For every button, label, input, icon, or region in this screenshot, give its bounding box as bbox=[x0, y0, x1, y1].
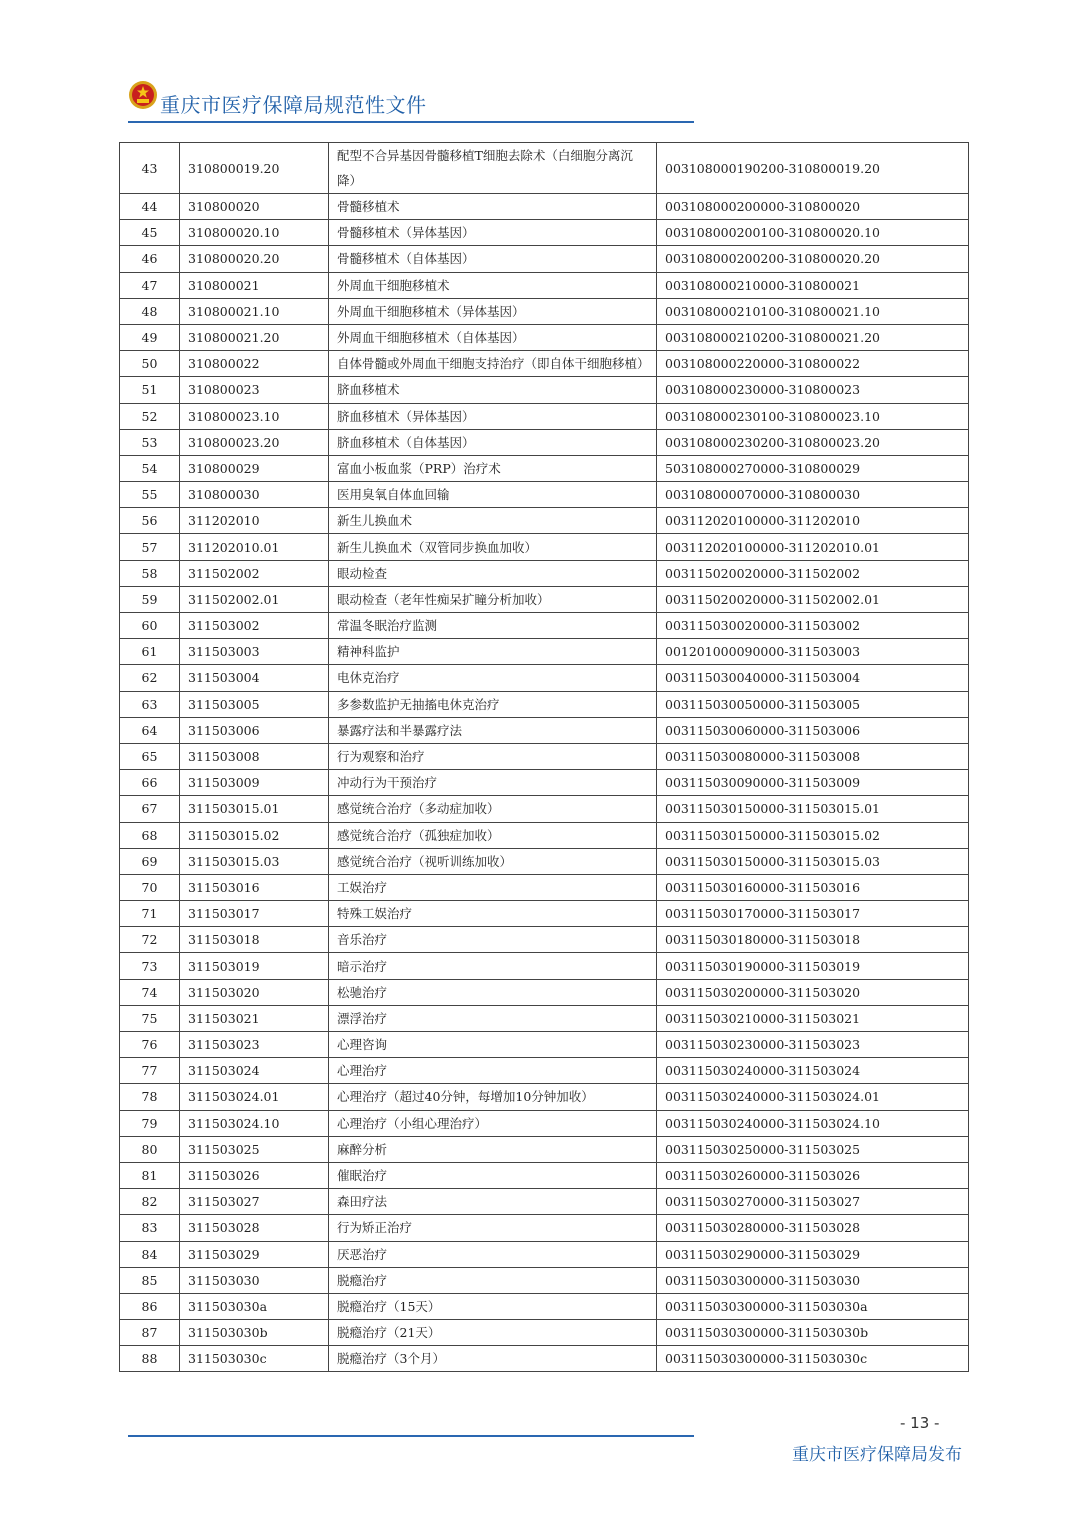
project-name: 感觉统合治疗（多动症加收） bbox=[329, 796, 657, 822]
table-row bbox=[120, 377, 969, 403]
row-number: 77 bbox=[120, 1058, 180, 1084]
project-code: 311503030c bbox=[180, 1346, 329, 1372]
national-code: 003115030200000-311503020 bbox=[657, 979, 969, 1005]
project-name: 脐血移植术（自体基因） bbox=[329, 429, 657, 455]
row-number: 80 bbox=[120, 1136, 180, 1162]
national-code: 003115030040000-311503004 bbox=[657, 665, 969, 691]
project-code: 311503015.02 bbox=[180, 822, 329, 848]
national-code: 003115030240000-311503024 bbox=[657, 1058, 969, 1084]
project-code: 311503019 bbox=[180, 953, 329, 979]
table-row bbox=[120, 220, 969, 246]
row-number: 47 bbox=[120, 272, 180, 298]
table-row bbox=[120, 482, 969, 508]
national-code: 003108000230000-310800023 bbox=[657, 377, 969, 403]
project-code: 311503025 bbox=[180, 1136, 329, 1162]
row-number: 74 bbox=[120, 979, 180, 1005]
table-row bbox=[120, 194, 969, 220]
row-number: 81 bbox=[120, 1162, 180, 1188]
national-code: 003115030170000-311503017 bbox=[657, 901, 969, 927]
table-row bbox=[120, 1320, 969, 1346]
project-code: 311502002 bbox=[180, 560, 329, 586]
project-name: 感觉统合治疗（视听训练加收） bbox=[329, 848, 657, 874]
project-code: 310800023.20 bbox=[180, 429, 329, 455]
national-code: 503108000270000-310800029 bbox=[657, 455, 969, 481]
national-code: 003115020020000-311502002 bbox=[657, 560, 969, 586]
national-code: 003108000200200-310800020.20 bbox=[657, 246, 969, 272]
table-row bbox=[120, 848, 969, 874]
project-code: 311503016 bbox=[180, 874, 329, 900]
row-number: 50 bbox=[120, 351, 180, 377]
table-row bbox=[120, 560, 969, 586]
table-row bbox=[120, 901, 969, 927]
table-row bbox=[120, 246, 969, 272]
project-code: 311503015.03 bbox=[180, 848, 329, 874]
project-code: 311503021 bbox=[180, 1005, 329, 1031]
row-number: 43 bbox=[120, 143, 180, 194]
national-code: 003108000070000-310800030 bbox=[657, 482, 969, 508]
table-body bbox=[120, 143, 969, 1372]
national-code: 003115030260000-311503026 bbox=[657, 1162, 969, 1188]
project-name: 厌恶治疗 bbox=[329, 1241, 657, 1267]
page-number: - 13 - bbox=[900, 1414, 940, 1432]
table-row bbox=[120, 1005, 969, 1031]
table-row bbox=[120, 1136, 969, 1162]
project-code: 310800020 bbox=[180, 194, 329, 220]
project-code: 310800019.20 bbox=[180, 143, 329, 194]
project-code: 311503020 bbox=[180, 979, 329, 1005]
project-code: 311503002 bbox=[180, 613, 329, 639]
row-number: 76 bbox=[120, 1032, 180, 1058]
table-row bbox=[120, 665, 969, 691]
table-row bbox=[120, 639, 969, 665]
project-name: 外周血干细胞移植术（异体基因） bbox=[329, 298, 657, 324]
table-row bbox=[120, 1084, 969, 1110]
national-code: 003108000220000-310800022 bbox=[657, 351, 969, 377]
row-number: 67 bbox=[120, 796, 180, 822]
table-row bbox=[120, 272, 969, 298]
national-code: 003115030150000-311503015.01 bbox=[657, 796, 969, 822]
project-name: 脐血移植术 bbox=[329, 377, 657, 403]
table-row bbox=[120, 743, 969, 769]
project-name: 松驰治疗 bbox=[329, 979, 657, 1005]
project-name: 富血小板血浆（PRP）治疗术 bbox=[329, 455, 657, 481]
national-code: 003108000230200-310800023.20 bbox=[657, 429, 969, 455]
table-row bbox=[120, 586, 969, 612]
table-row bbox=[120, 927, 969, 953]
project-code: 311503003 bbox=[180, 639, 329, 665]
national-code: 003108000210200-310800021.20 bbox=[657, 324, 969, 350]
table-row bbox=[120, 403, 969, 429]
project-name: 脱瘾治疗（21天） bbox=[329, 1320, 657, 1346]
project-code: 310800023.10 bbox=[180, 403, 329, 429]
project-name: 脱瘾治疗（15天） bbox=[329, 1293, 657, 1319]
project-name: 电休克治疗 bbox=[329, 665, 657, 691]
project-name: 外周血干细胞移植术 bbox=[329, 272, 657, 298]
national-code: 003115030050000-311503005 bbox=[657, 691, 969, 717]
table-row bbox=[120, 770, 969, 796]
project-code: 310800021.10 bbox=[180, 298, 329, 324]
national-code: 003115030300000-311503030b bbox=[657, 1320, 969, 1346]
row-number: 60 bbox=[120, 613, 180, 639]
national-code: 003115030150000-311503015.02 bbox=[657, 822, 969, 848]
row-number: 51 bbox=[120, 377, 180, 403]
project-name: 精神科监护 bbox=[329, 639, 657, 665]
project-name: 骨髓移植术（自体基因） bbox=[329, 246, 657, 272]
national-code: 003108000200000-310800020 bbox=[657, 194, 969, 220]
national-code: 003108000210100-310800021.10 bbox=[657, 298, 969, 324]
row-number: 65 bbox=[120, 743, 180, 769]
project-code: 311503005 bbox=[180, 691, 329, 717]
row-number: 83 bbox=[120, 1215, 180, 1241]
project-name: 森田疗法 bbox=[329, 1189, 657, 1215]
project-name: 心理咨询 bbox=[329, 1032, 657, 1058]
project-code: 310800023 bbox=[180, 377, 329, 403]
national-code: 003115020020000-311502002.01 bbox=[657, 586, 969, 612]
national-code: 003115030290000-311503029 bbox=[657, 1241, 969, 1267]
row-number: 68 bbox=[120, 822, 180, 848]
national-code: 003115030300000-311503030c bbox=[657, 1346, 969, 1372]
table-row bbox=[120, 508, 969, 534]
project-name: 行为观察和治疗 bbox=[329, 743, 657, 769]
table-row bbox=[120, 1215, 969, 1241]
row-number: 55 bbox=[120, 482, 180, 508]
row-number: 54 bbox=[120, 455, 180, 481]
row-number: 64 bbox=[120, 717, 180, 743]
national-code: 003112020100000-311202010 bbox=[657, 508, 969, 534]
project-name: 眼动检查（老年性痴呆扩瞳分析加收） bbox=[329, 586, 657, 612]
project-code: 310800029 bbox=[180, 455, 329, 481]
national-code: 003115030020000-311503002 bbox=[657, 613, 969, 639]
row-number: 84 bbox=[120, 1241, 180, 1267]
national-code: 003115030270000-311503027 bbox=[657, 1189, 969, 1215]
table-row bbox=[120, 1110, 969, 1136]
header-divider bbox=[128, 121, 694, 123]
row-number: 53 bbox=[120, 429, 180, 455]
row-number: 75 bbox=[120, 1005, 180, 1031]
project-name: 特殊工娱治疗 bbox=[329, 901, 657, 927]
table-row bbox=[120, 796, 969, 822]
row-number: 70 bbox=[120, 874, 180, 900]
table-row bbox=[120, 1189, 969, 1215]
national-code: 003115030180000-311503018 bbox=[657, 927, 969, 953]
national-code: 003115030080000-311503008 bbox=[657, 743, 969, 769]
project-name: 漂浮治疗 bbox=[329, 1005, 657, 1031]
row-number: 86 bbox=[120, 1293, 180, 1319]
row-number: 58 bbox=[120, 560, 180, 586]
table-row bbox=[120, 613, 969, 639]
table-row bbox=[120, 1058, 969, 1084]
table-row bbox=[120, 874, 969, 900]
table-row bbox=[120, 1162, 969, 1188]
project-code: 310800021 bbox=[180, 272, 329, 298]
project-code: 311503024.01 bbox=[180, 1084, 329, 1110]
project-name: 骨髓移植术（异体基因） bbox=[329, 220, 657, 246]
project-code: 311503030a bbox=[180, 1293, 329, 1319]
national-code: 003108000190200-310800019.20 bbox=[657, 143, 969, 194]
project-code: 310800020.20 bbox=[180, 246, 329, 272]
project-name: 自体骨髓或外周血干细胞支持治疗（即自体干细胞移植） bbox=[329, 351, 657, 377]
project-code: 311503004 bbox=[180, 665, 329, 691]
project-name: 感觉统合治疗（孤独症加收） bbox=[329, 822, 657, 848]
table-row bbox=[120, 1241, 969, 1267]
row-number: 88 bbox=[120, 1346, 180, 1372]
national-code: 003115030150000-311503015.03 bbox=[657, 848, 969, 874]
row-number: 71 bbox=[120, 901, 180, 927]
national-code: 003112020100000-311202010.01 bbox=[657, 534, 969, 560]
national-code: 001201000090000-311503003 bbox=[657, 639, 969, 665]
table-row bbox=[120, 298, 969, 324]
project-name: 暗示治疗 bbox=[329, 953, 657, 979]
footer-divider bbox=[128, 1435, 694, 1437]
project-name: 行为矫正治疗 bbox=[329, 1215, 657, 1241]
project-name: 多参数监护无抽搐电休克治疗 bbox=[329, 691, 657, 717]
row-number: 66 bbox=[120, 770, 180, 796]
table-row bbox=[120, 534, 969, 560]
national-code: 003108000230100-310800023.10 bbox=[657, 403, 969, 429]
national-code: 003108000200100-310800020.10 bbox=[657, 220, 969, 246]
project-name: 工娱治疗 bbox=[329, 874, 657, 900]
project-name: 心理治疗（超过40分钟，每增加10分钟加收） bbox=[329, 1084, 657, 1110]
national-code: 003115030240000-311503024.10 bbox=[657, 1110, 969, 1136]
project-code: 311503006 bbox=[180, 717, 329, 743]
row-number: 85 bbox=[120, 1267, 180, 1293]
project-code: 311503017 bbox=[180, 901, 329, 927]
table-row bbox=[120, 1267, 969, 1293]
row-number: 57 bbox=[120, 534, 180, 560]
national-code: 003115030190000-311503019 bbox=[657, 953, 969, 979]
project-name: 新生儿换血术 bbox=[329, 508, 657, 534]
project-name: 脐血移植术（异体基因） bbox=[329, 403, 657, 429]
project-name: 眼动检查 bbox=[329, 560, 657, 586]
row-number: 79 bbox=[120, 1110, 180, 1136]
footer-publisher: 重庆市医疗保障局发布 bbox=[792, 1445, 962, 1465]
project-name: 配型不合异基因骨髓移植T细胞去除术（白细胞分离沉降） bbox=[329, 143, 657, 194]
row-number: 82 bbox=[120, 1189, 180, 1215]
project-name: 医用臭氧自体血回输 bbox=[329, 482, 657, 508]
project-code: 310800020.10 bbox=[180, 220, 329, 246]
table-row bbox=[120, 429, 969, 455]
national-code: 003115030230000-311503023 bbox=[657, 1032, 969, 1058]
row-number: 52 bbox=[120, 403, 180, 429]
national-code: 003115030160000-311503016 bbox=[657, 874, 969, 900]
national-code: 003115030300000-311503030a bbox=[657, 1293, 969, 1319]
national-code: 003115030210000-311503021 bbox=[657, 1005, 969, 1031]
national-code: 003115030060000-311503006 bbox=[657, 717, 969, 743]
national-code: 003115030280000-311503028 bbox=[657, 1215, 969, 1241]
project-code: 311503028 bbox=[180, 1215, 329, 1241]
project-name: 音乐治疗 bbox=[329, 927, 657, 953]
page-header bbox=[128, 76, 694, 124]
row-number: 87 bbox=[120, 1320, 180, 1346]
project-code: 310800022 bbox=[180, 351, 329, 377]
project-code: 311503030 bbox=[180, 1267, 329, 1293]
project-name: 心理治疗（小组心理治疗） bbox=[329, 1110, 657, 1136]
project-name: 暴露疗法和半暴露疗法 bbox=[329, 717, 657, 743]
table-row bbox=[120, 717, 969, 743]
project-name: 脱瘾治疗（3个月） bbox=[329, 1346, 657, 1372]
project-name: 外周血干细胞移植术（自体基因） bbox=[329, 324, 657, 350]
table-row bbox=[120, 1293, 969, 1319]
project-name: 常温冬眠治疗监测 bbox=[329, 613, 657, 639]
project-code: 311503029 bbox=[180, 1241, 329, 1267]
project-name: 麻醉分析 bbox=[329, 1136, 657, 1162]
national-code: 003115030240000-311503024.01 bbox=[657, 1084, 969, 1110]
project-code: 311503027 bbox=[180, 1189, 329, 1215]
project-name: 心理治疗 bbox=[329, 1058, 657, 1084]
table-row bbox=[120, 1346, 969, 1372]
table-row bbox=[120, 691, 969, 717]
row-number: 56 bbox=[120, 508, 180, 534]
project-name: 冲动行为干预治疗 bbox=[329, 770, 657, 796]
national-code: 003108000210000-310800021 bbox=[657, 272, 969, 298]
project-name: 新生儿换血术（双管同步换血加收） bbox=[329, 534, 657, 560]
row-number: 59 bbox=[120, 586, 180, 612]
project-code: 311503026 bbox=[180, 1162, 329, 1188]
row-number: 78 bbox=[120, 1084, 180, 1110]
national-emblem-icon bbox=[128, 80, 158, 110]
row-number: 62 bbox=[120, 665, 180, 691]
row-number: 46 bbox=[120, 246, 180, 272]
project-code: 311503024.10 bbox=[180, 1110, 329, 1136]
table-row bbox=[120, 455, 969, 481]
project-code: 311503009 bbox=[180, 770, 329, 796]
table-row bbox=[120, 953, 969, 979]
table-row bbox=[120, 1032, 969, 1058]
row-number: 45 bbox=[120, 220, 180, 246]
national-code: 003115030090000-311503009 bbox=[657, 770, 969, 796]
row-number: 48 bbox=[120, 298, 180, 324]
project-name: 催眠治疗 bbox=[329, 1162, 657, 1188]
row-number: 73 bbox=[120, 953, 180, 979]
project-code: 311503024 bbox=[180, 1058, 329, 1084]
procedure-code-table bbox=[119, 142, 969, 1372]
project-code: 310800021.20 bbox=[180, 324, 329, 350]
project-name: 骨髓移植术 bbox=[329, 194, 657, 220]
row-number: 44 bbox=[120, 194, 180, 220]
row-number: 69 bbox=[120, 848, 180, 874]
project-code: 311503008 bbox=[180, 743, 329, 769]
table-row bbox=[120, 822, 969, 848]
project-code: 311503018 bbox=[180, 927, 329, 953]
project-name: 脱瘾治疗 bbox=[329, 1267, 657, 1293]
table-row bbox=[120, 979, 969, 1005]
project-code: 311503030b bbox=[180, 1320, 329, 1346]
national-code: 003115030300000-311503030 bbox=[657, 1267, 969, 1293]
project-code: 311503023 bbox=[180, 1032, 329, 1058]
header-title: 重庆市医疗保障局规范性文件 bbox=[160, 93, 427, 117]
row-number: 61 bbox=[120, 639, 180, 665]
national-code: 003115030250000-311503025 bbox=[657, 1136, 969, 1162]
project-code: 311202010.01 bbox=[180, 534, 329, 560]
project-code: 311502002.01 bbox=[180, 586, 329, 612]
table-row bbox=[120, 324, 969, 350]
row-number: 72 bbox=[120, 927, 180, 953]
table-row bbox=[120, 143, 969, 194]
row-number: 63 bbox=[120, 691, 180, 717]
project-code: 310800030 bbox=[180, 482, 329, 508]
project-code: 311503015.01 bbox=[180, 796, 329, 822]
project-code: 311202010 bbox=[180, 508, 329, 534]
row-number: 49 bbox=[120, 324, 180, 350]
table-row bbox=[120, 351, 969, 377]
